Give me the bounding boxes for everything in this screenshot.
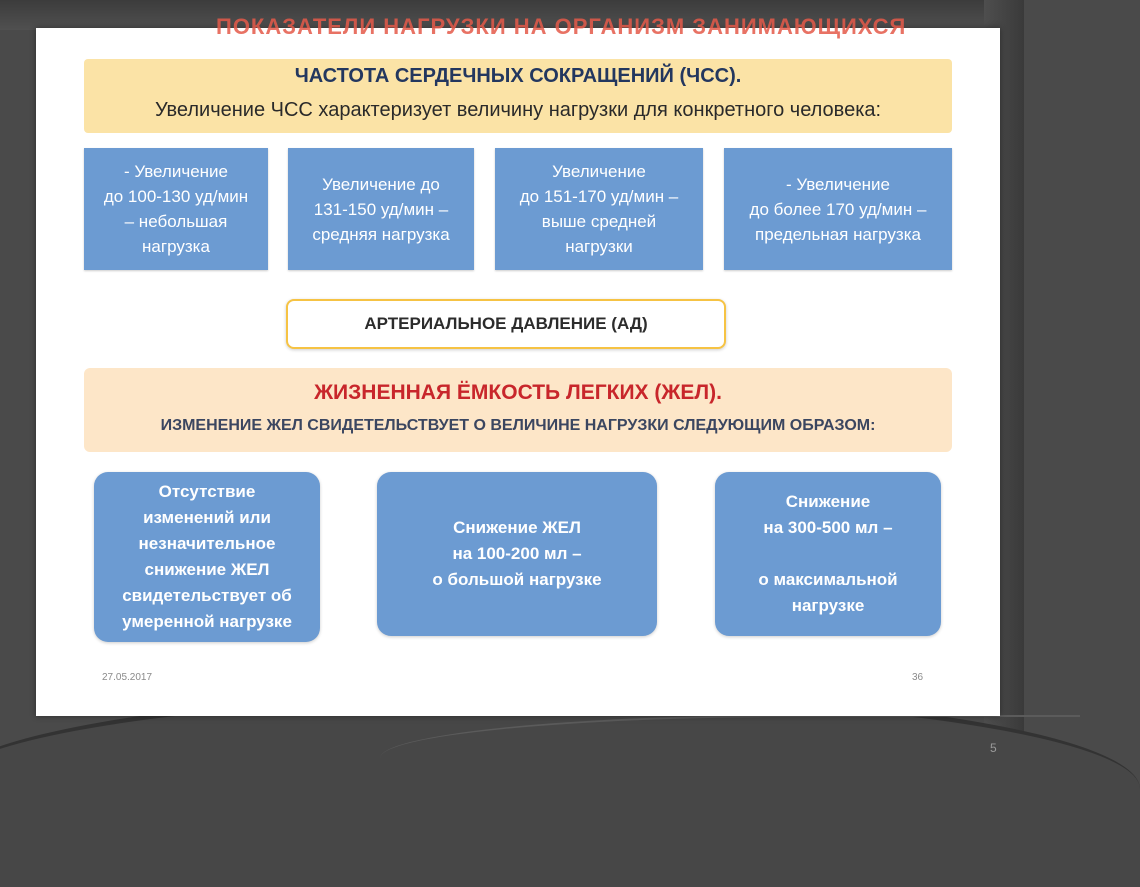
- blood-pressure-box: АРТЕРИАЛЬНОЕ ДАВЛЕНИЕ (АД): [286, 299, 726, 349]
- vital-capacity-subtitle: ИЗМЕНЕНИЕ ЖЕЛ СВИДЕТЕЛЬСТВУЕТ О ВЕЛИЧИНЕ НАГРУЗКИ СЛЕДУЮЩИМ ОБРАЗОМ:: [160, 417, 876, 434]
- heart-rate-title: ЧАСТОТА СЕРДЕЧНЫХ СОКРАЩЕНИЙ (ЧСС).: [294, 65, 742, 87]
- heart-rate-box-2: Увеличение до 131-150 уд/мин – средняя нагрузка: [288, 148, 474, 270]
- vital-capacity-banner: [84, 368, 952, 452]
- heart-rate-subtitle: Увеличение ЧСС характеризует величину нагрузки для конкретного человека:: [154, 99, 882, 121]
- footer-page-number: 36: [912, 672, 924, 683]
- top-cut-title: ПОКАЗАТЕЛИ НАГРУЗКИ НА ОРГАНИЗМ ЗАНИМАЮЩИХСЯ: [216, 14, 907, 39]
- vital-capacity-box-1: Отсутствие изменений или незначительное снижение ЖЕЛ свидетельствует об умеренной нагрузке: [94, 472, 320, 642]
- heart-rate-box-3: Увеличение до 151-170 уд/мин – выше средней нагрузки: [495, 148, 703, 270]
- footer-date: 27.05.2017: [102, 672, 153, 683]
- heart-rate-box-1: - Увеличение до 100-130 уд/мин – небольшая нагрузка: [84, 148, 268, 270]
- heart-rate-banner: [84, 59, 952, 133]
- vital-capacity-title: ЖИЗНЕННАЯ ЁМКОСТЬ ЛЕГКИХ (ЖЕЛ).: [314, 381, 722, 404]
- slide: [36, 14, 1000, 716]
- vital-capacity-box-2: Снижение ЖЕЛ на 100-200 мл – о большой нагрузке: [377, 472, 657, 636]
- slide-number: 5: [990, 741, 997, 755]
- heart-rate-box-4: - Увеличение до более 170 уд/мин – предельная нагрузка: [724, 148, 952, 270]
- vital-capacity-box-3: Снижение на 300-500 мл – о максимальной нагрузке: [715, 472, 941, 636]
